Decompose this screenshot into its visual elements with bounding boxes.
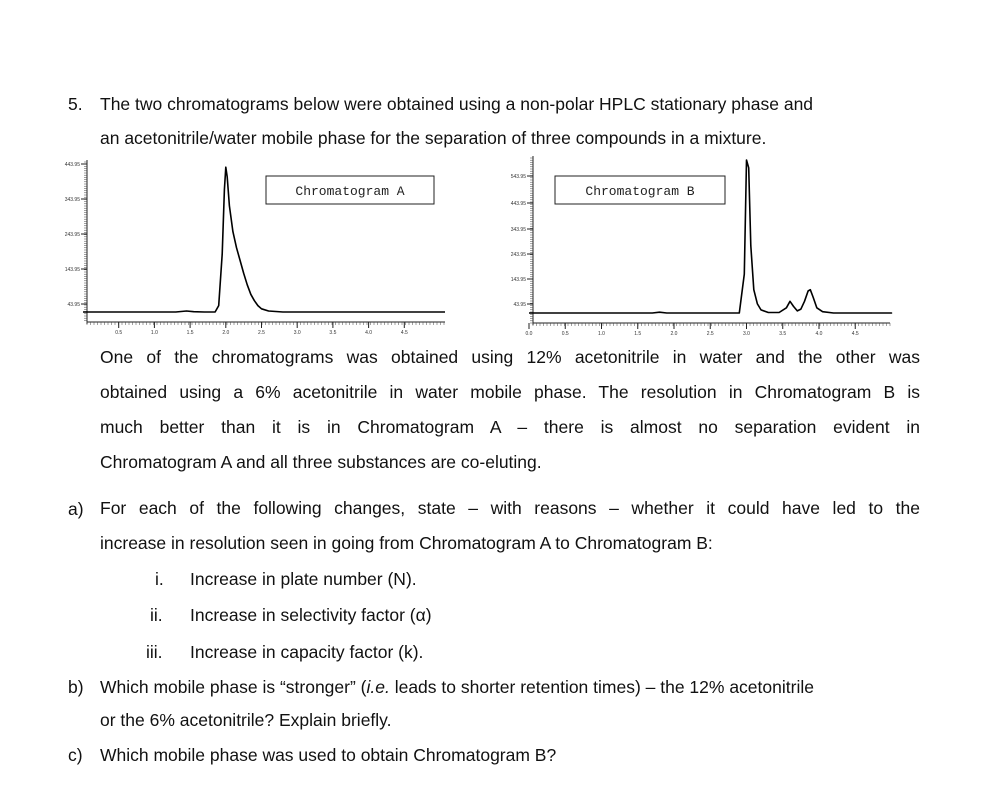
description-paragraph: [100, 340, 920, 480]
part-a-line: increase in resolution seen in going from Chromatogram A to Chromatogram B:: [100, 533, 713, 553]
item-text: Increase in plate number (N).: [190, 569, 417, 589]
item-text: Increase in selectivity factor (α): [190, 605, 432, 625]
x-tick-label: 0.5: [115, 330, 123, 336]
legend-title: Chromatogram A: [295, 184, 405, 199]
x-tick-label: 2.0: [670, 331, 678, 337]
y-tick-label: 443.95: [510, 201, 526, 207]
x-tick-label: 3.5: [329, 330, 337, 336]
x-tick-label: 3.0: [743, 331, 750, 337]
part-b-line-1: [100, 676, 814, 698]
x-tick-label: 3.0: [293, 330, 301, 336]
part-b-emphasis: i.e.: [366, 677, 390, 697]
y-tick-label: 243.95: [64, 232, 80, 238]
chromatogram-a: [60, 158, 455, 338]
part-c-text: Which mobile phase was used to obtain Chromatogram B?: [100, 745, 557, 765]
y-tick-label: 43.95: [513, 302, 526, 308]
part-b-line-2: or the 6% acetonitrile? Explain briefly.: [100, 710, 392, 730]
question-number: 5.: [68, 94, 83, 114]
x-tick-label: 1.5: [186, 330, 194, 336]
x-tick-label: 2.5: [258, 330, 265, 336]
x-tick-label: 1.5: [634, 331, 642, 337]
legend-title: Chromatogram B: [585, 184, 695, 199]
y-tick-label: 243.95: [510, 252, 526, 258]
x-tick-label: 2.5: [706, 331, 714, 337]
part-b-marker: b): [68, 677, 84, 697]
part-c-marker: c): [68, 745, 83, 765]
intro-line-1: The two chromatograms below were obtained using a non-polar HPLC stationary phase and: [100, 94, 814, 114]
x-tick-label: 4.0: [365, 330, 373, 336]
description-line: much better than it is in Chromatogram A – there is almost no separation evident in: [100, 417, 920, 437]
x-tick-label: 2.0: [222, 330, 230, 336]
y-tick-label: 43.95: [67, 302, 80, 308]
part-a-line: For each of the following changes, state – with reasons – whether it could have led to the: [100, 498, 920, 518]
description-line: Chromatogram A and all three substances are co-eluting.: [100, 452, 542, 472]
y-tick-label: 143.95: [510, 277, 526, 283]
item-numeral: i.: [155, 569, 164, 589]
y-tick-label: 343.95: [510, 227, 526, 233]
intro-line-2: an acetonitrile/water mobile phase for the separation of three compounds in a mixture.: [100, 128, 767, 148]
y-tick-label: 543.95: [510, 174, 526, 180]
x-tick-label: 3.5: [779, 331, 787, 337]
x-tick-label: 4.5: [400, 330, 408, 336]
x-tick-label: 4.5: [851, 331, 859, 337]
y-tick-label: 143.95: [64, 267, 80, 273]
chromatogram-b: [503, 158, 898, 338]
item-numeral: ii.: [150, 605, 163, 625]
item-numeral: iii.: [146, 642, 163, 662]
part-b-text: leads to shorter retention times) – the 12% acetonitrile: [389, 677, 814, 697]
x-tick-label: 1.0: [150, 330, 158, 336]
x-tick-label: 0.5: [561, 331, 569, 337]
part-a-text: [100, 491, 920, 561]
description-line: obtained using a 6% acetonitrile in water mobile phase. The resolution in Chromatogram B is: [100, 382, 920, 402]
description-line: One of the chromatograms was obtained using 12% acetonitrile in water and the other was: [100, 347, 920, 367]
y-tick-label: 343.95: [64, 197, 80, 203]
part-b-text: Which mobile phase is “stronger” (: [100, 677, 367, 697]
x-tick-label: 4.0: [815, 331, 823, 337]
x-tick-label: 1.0: [598, 331, 605, 337]
part-a-marker: a): [68, 499, 84, 519]
y-tick-label: 443.95: [64, 162, 80, 168]
x-tick-label: 0.0: [525, 331, 533, 337]
item-text: Increase in capacity factor (k).: [190, 642, 424, 662]
